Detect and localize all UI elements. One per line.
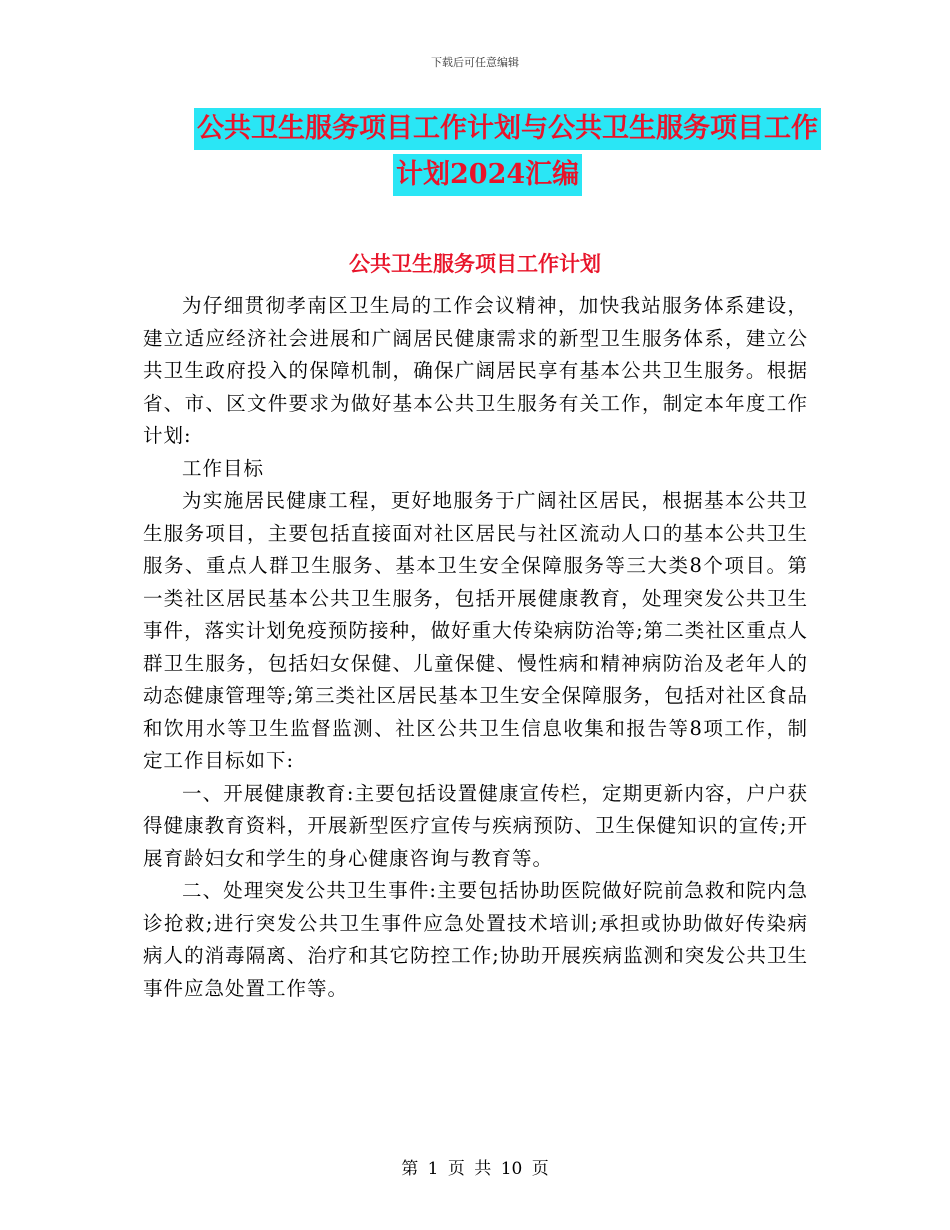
paragraph-item-2: 二、处理突发公共卫生事件:主要包括协助医院做好院前急救和院内急诊抢救;进行突发公共卫生事件应急处置技术培训;承担或协助做好传染病病人的消毒隔离、治疗和其它防控工作;协助开展疾病监测和突发公共卫生事件应急处置工作等。 bbox=[143, 879, 808, 1000]
section-title: 公共卫生服务项目工作计划 bbox=[349, 251, 601, 276]
paragraph-intro: 为仔细贯彻孝南区卫生局的工作会议精神，加快我站服务体系建设，建立适应经济社会进展和广阔居民健康需求的新型卫生服务体系，建立公共卫生政府投入的保障机制，确保广阔居民享有基本公共卫生服务。根据省、市、区文件要求为做好基本公共卫生服务有关工作，制定本年度工作计划: bbox=[143, 294, 808, 447]
title-line-1: 公共卫生服务项目工作计划与公共卫生服务项目工作 bbox=[194, 108, 821, 150]
paragraph-item-1: 一、开展健康教育:主要包括设置健康宣传栏，定期更新内容，户户获得健康教育资料，开展新型医疗宣传与疾病预防、卫生保健知识的宣传;开展育龄妇女和学生的身心健康咨询与教育等。 bbox=[143, 781, 808, 870]
document-body bbox=[143, 290, 808, 1005]
paragraph-goals: 为实施居民健康工程，更好地服务于广阔社区居民，根据基本公共卫生服务项目，主要包括直接面对社区居民与社区流动人口的基本公共卫生服务、重点人群卫生服务、基本卫生安全保障服务等三大类8个项目。第一类社区居民基本公共卫生服务，包括开展健康教育，处理突发公共卫生事件，落实计划免疫预防接种，做好重大传染病防治等;第二类社区重点人群卫生服务，包括妇女保健、儿童保健、慢性病和精神病防治及老年人的动态健康管理等;第三类社区居民基本卫生安全保障服务，包括对社区食品和饮用水等卫生监督监测、社区公共卫生信息收集和报告等8项工作，制定工作目标如下: bbox=[143, 489, 808, 772]
header-note: 下载后可任意编辑 bbox=[431, 56, 519, 69]
title-line-2: 计划2024汇编 bbox=[393, 154, 582, 196]
page-footer: 第 1 页 共 10 页 bbox=[401, 1159, 549, 1179]
paragraph-heading-goals: 工作目标 bbox=[182, 456, 265, 480]
